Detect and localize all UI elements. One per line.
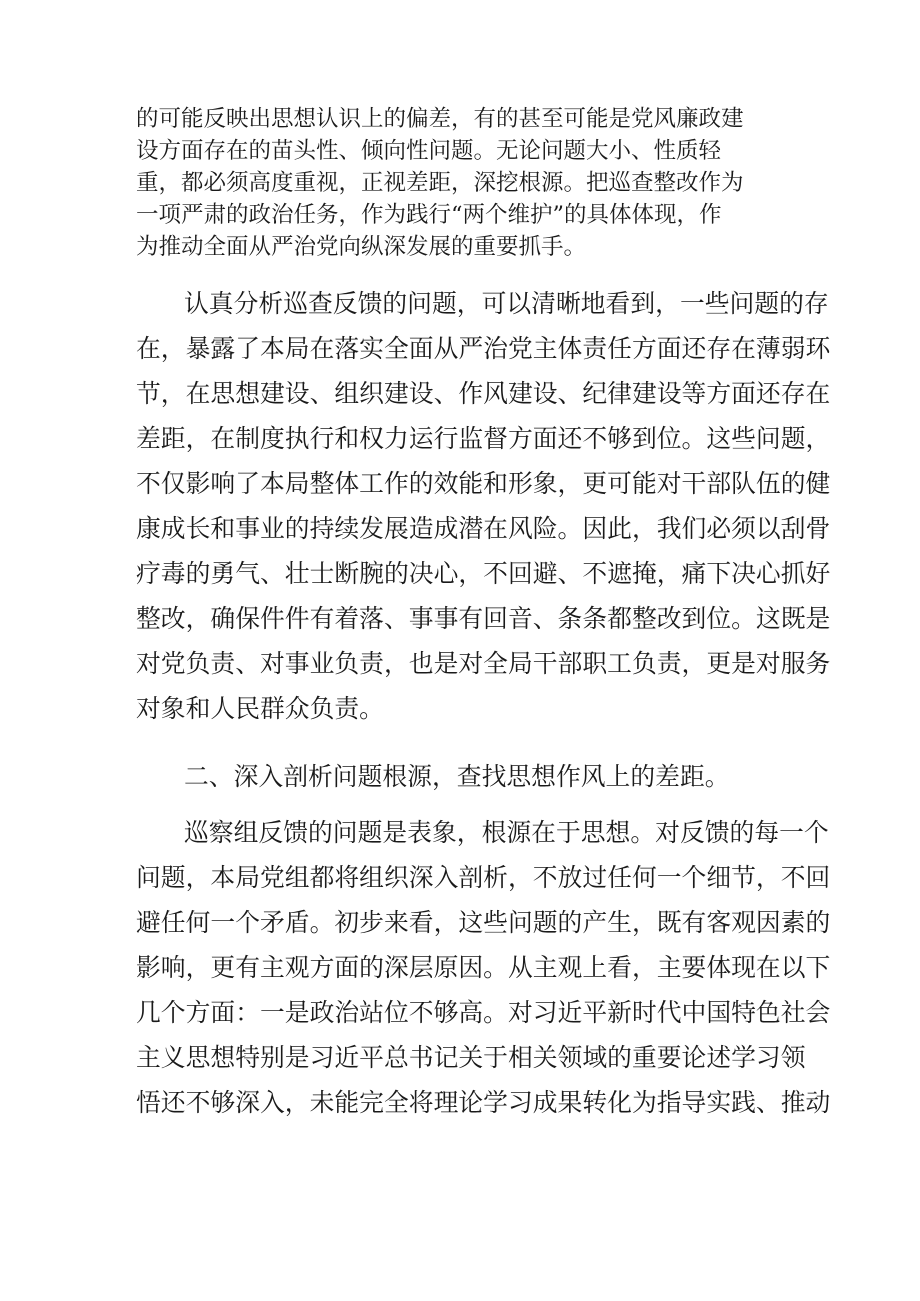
paragraph-2-line-6: 康成长和事业的持续发展造成潜在风险。因此，我们必须以刮骨 xyxy=(136,514,831,543)
paragraph-2-line-8: 整改，确保件件有着落、事事有回音、条条都整改到位。这既是 xyxy=(136,604,831,633)
paragraph-1-line-5: 为推动全面从严治党向纵深发展的重要抓手。 xyxy=(136,234,587,260)
section-heading: 二、深入剖析问题根源，查找思想作风上的差距。 xyxy=(184,762,730,791)
paragraph-2-line-1: 认真分析巡查反馈的问题，可以清晰地看到，一些问题的存 xyxy=(184,289,829,318)
paragraph-4-line-2: 问题，本局党组都将组织深入剖析，不放过任何一个细节，不回 xyxy=(136,863,831,892)
paragraph-2-line-3: 节，在思想建设、组织建设、作风建设、纪律建设等方面还存在 xyxy=(136,379,831,408)
paragraph-4-line-5: 几个方面：一是政治站位不够高。对习近平新时代中国特色社会 xyxy=(136,998,831,1027)
paragraph-2-line-5: 不仅影响了本局整体工作的效能和形象，更可能对干部队伍的健 xyxy=(136,469,831,498)
paragraph-2-line-7: 疗毒的勇气、壮士断腕的决心，不回避、不遮掩，痛下决心抓好 xyxy=(136,559,831,588)
paragraph-1-line-4: 一项严肃的政治任务，作为践行“两个维护”的具体体现，作 xyxy=(136,202,722,228)
paragraph-1-line-2: 设方面存在的苗头性、倾向性问题。无论问题大小、性质轻 xyxy=(136,138,722,164)
paragraph-2-line-4: 差距，在制度执行和权力运行监督方面还不够到位。这些问题， xyxy=(136,424,831,453)
paragraph-2-line-9: 对党负责、对事业负责，也是对全局干部职工负责，更是对服务 xyxy=(136,649,831,678)
paragraph-4-line-1: 巡察组反馈的问题是表象，根源在于思想。对反馈的每一个 xyxy=(184,818,829,847)
paragraph-1-line-1: 的可能反映出思想认识上的偏差，有的甚至可能是党风廉政建 xyxy=(136,106,744,132)
paragraph-1-line-3: 重，都必须高度重视，正视差距，深挖根源。把巡查整改作为 xyxy=(136,170,744,196)
paragraph-2-line-2: 在，暴露了本局在落实全面从严治党主体责任方面还存在薄弱环 xyxy=(136,334,831,363)
paragraph-2-line-10: 对象和人民群众负责。 xyxy=(136,694,384,723)
paragraph-4-line-6: 主义思想特别是习近平总书记关于相关领域的重要论述学习领 xyxy=(136,1043,806,1072)
paragraph-4-line-7: 悟还不够深入，未能完全将理论学习成果转化为指导实践、推动 xyxy=(136,1088,831,1117)
paragraph-4-line-4: 影响，更有主观方面的深层原因。从主观上看，主要体现在以下 xyxy=(136,953,831,982)
paragraph-4-line-3: 避任何一个矛盾。初步来看，这些问题的产生，既有客观因素的 xyxy=(136,908,831,937)
